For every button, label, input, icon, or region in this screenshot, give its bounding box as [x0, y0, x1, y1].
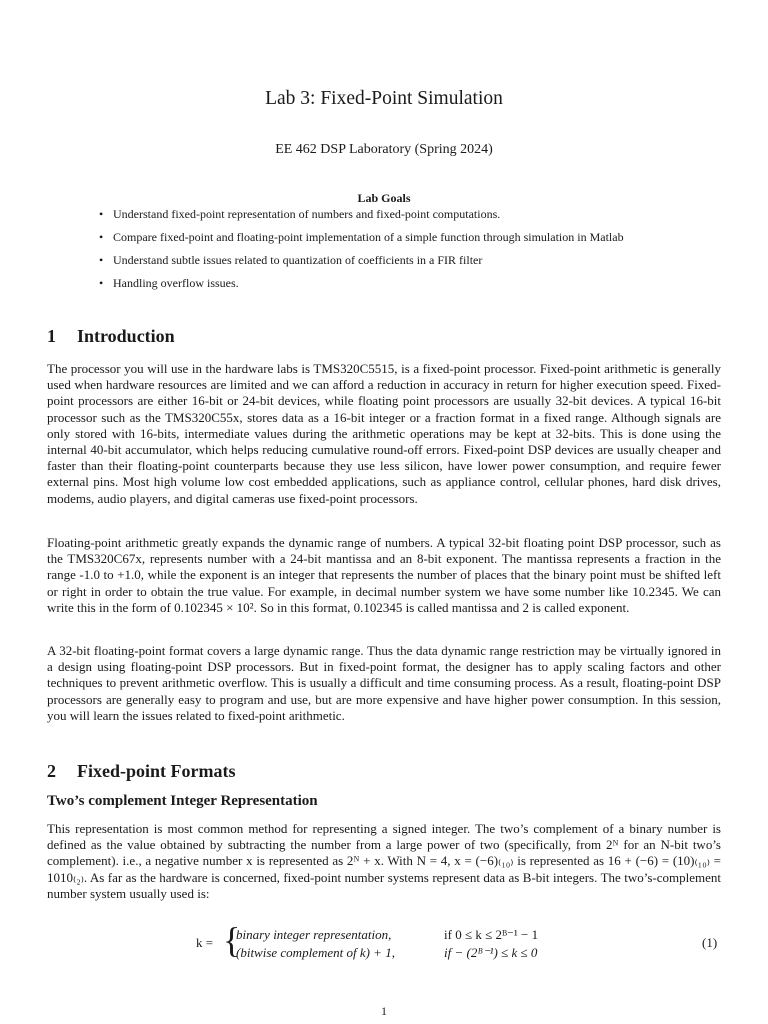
bullet-icon: •: [99, 276, 104, 290]
subsection-heading: Two’s complement Integer Representation: [47, 793, 318, 809]
list-item: [97, 207, 697, 222]
lab-goals-list: [97, 207, 697, 299]
goal-text: Compare fixed-point and floating-point implementation of a simple function through simulation in Matlab: [113, 230, 624, 244]
list-item: [97, 276, 697, 291]
paragraph: Floating-point arithmetic greatly expands the dynamic range of numbers. A typical 32-bit floating point DSP processor, such as the TMS320C67x, represents number with a 24-bit mantissa and an 8-bit exponent. The mantissa represents a fraction in the range -1.0 to +1.0, while the exponent is an integer that represents the number of places that the binary point must be shifted left or right in order to obtain the true value. For example, in decimal number system we have some number like 10.2345. We can write this in the form of 0.102345 × 10². So in this format, 0.102345 is called mantissa and 2 is called exponent.: [47, 535, 721, 615]
paragraph: The processor you will use in the hardware labs is TMS320C5515, is a fixed-point processor. Fixed-point arithmetic is generally used when hardware resources are limited and we can afford a reduction in accuracy in return for higher execution speed. Fixed-point processors are either 16-bit or 24-bit devices, while floating point processors are usually 32-bit devices. A typical 16-bit processor such as the TMS320C55x, stores data as a 16-bit integer or a fraction format in a fixed range. Although signals are only stored with 16-bits, intermediate values during the arithmetic operations may be kept at 32-bits. This is done using the internal 40-bit accumulator, which helps reducing cumulative round-off errors. Fixed-point DSP devices are usually cheaper and faster than their floating-point counterparts because they use less silicon, have lower power consumption, and require fewer external pins. Most high volume low cost embedded applications, such as appliance control, cellular phones, hard disk drives, modems, audio players, and digital cameras use fixed-point processors.: [47, 361, 721, 506]
equation-lhs: k =: [196, 935, 214, 950]
goal-text: Handling overflow issues.: [113, 276, 239, 290]
equation-1: [0, 920, 768, 964]
bullet-icon: •: [99, 253, 104, 267]
equation-case1-expr: binary integer representation,: [236, 927, 392, 942]
section-heading-introduction: [47, 326, 175, 347]
list-item: [97, 253, 697, 268]
section-title: Introduction: [77, 326, 175, 346]
section-number: 1: [47, 326, 56, 346]
bullet-icon: •: [99, 230, 104, 244]
paper-title: Lab 3: Fixed-Point Simulation: [265, 88, 503, 109]
course-subtitle: EE 462 DSP Laboratory (Spring 2024): [275, 142, 493, 157]
equation-case2-expr: (bitwise complement of k) + 1,: [236, 945, 395, 960]
section-heading-fixed-point-formats: [47, 761, 235, 782]
section-title: Fixed-point Formats: [77, 761, 236, 781]
list-item: [97, 230, 697, 245]
equation-case1-cond: if 0 ≤ k ≤ 2ᴮ⁻¹ − 1: [444, 927, 539, 942]
section-number: 2: [47, 761, 56, 781]
goal-text: Understand fixed-point representation of numbers and fixed-point computations.: [113, 207, 501, 221]
lab-goals-heading: Lab Goals: [357, 191, 411, 205]
bullet-icon: •: [99, 207, 104, 221]
equation-number: (1): [702, 935, 718, 950]
goal-text: Understand subtle issues related to quantization of coefficients in a FIR filter: [113, 253, 483, 267]
page-number: 1: [381, 1004, 387, 1018]
paragraph: A 32-bit floating-point format covers a large dynamic range. Thus the data dynamic range restriction may be virtually ignored in a design using floating-point DSP processors. But in fixed-point format, the designer has to apply scaling factors and other techniques to prevent arithmetic overflow. This is usually a difficult and time consuming process. As a result, floating-point DSP processors are generally easy to program and use, but are more expensive and have higher power consumption. In this session, you will learn the issues related to fixed-point arithmetic.: [47, 643, 721, 723]
equation-case2-cond: if − (2ᴮ⁻¹) ≤ k ≤ 0: [444, 945, 538, 960]
paragraph: This representation is most common method for representing a signed integer. The two’s complement of a binary number is defined as the value obtained by subtracting the number from a large power of two (specifically, from 2ᴺ for an N-bit two’s complement). i.e., a negative number x is represented as 2ᴺ + x. With N = 4, x = (−6)₍₁₀₎ is represented as 16 + (−6) = (10)₍₁₀₎ = 1010₍₂₎. As far as the hardware is concerned, fixed-point number systems represent data as B-bit integers. The two’s-complement number system usually used is:: [47, 821, 721, 901]
left-brace-icon: {: [223, 920, 241, 960]
